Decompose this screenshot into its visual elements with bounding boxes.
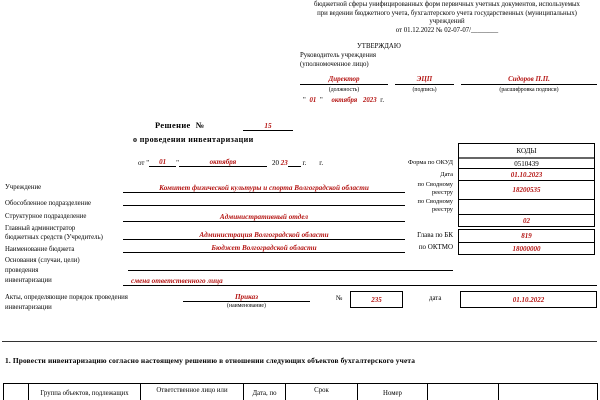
- doc-date-century: 20: [271, 159, 279, 167]
- doc-title-line2: о проведении инвентаризации: [133, 135, 254, 144]
- approve-date-day: 01: [309, 97, 317, 104]
- oktmo-label: по ОКТМО: [418, 243, 453, 251]
- registry-value-2: [459, 199, 594, 214]
- registry-value-1: 18200535: [459, 180, 594, 199]
- objects-table-header-cell: [4, 384, 29, 400]
- approve-title: УТВЕРЖДАЮ: [357, 43, 401, 50]
- codes-date-label: Дата: [440, 171, 453, 178]
- acts-date-box: [460, 291, 597, 308]
- doc-date-line: [138, 157, 323, 167]
- institution-value: Комитет физической культуры и спорта Волгоградской области: [159, 184, 369, 192]
- doc-title-line1: Решение №: [155, 121, 205, 130]
- section-divider: [2, 341, 597, 342]
- institution-field: [123, 183, 405, 193]
- approve-date-year: 2023: [363, 97, 377, 104]
- budget-field: [123, 243, 405, 253]
- name-caption: (расшифровка подписи): [499, 87, 559, 93]
- quote-mark: ": [176, 159, 179, 167]
- objects-table-header-row: [4, 384, 598, 400]
- doc-date-day: 01: [159, 158, 167, 166]
- okud-value: 0510439: [459, 157, 594, 168]
- position-value: Директор: [328, 75, 360, 83]
- acts-label-line1: Акты, определяющие порядок проведения: [5, 294, 128, 301]
- doc-date-day-field: [149, 157, 176, 167]
- extra-code-value: 02: [459, 214, 594, 226]
- codes-box: [458, 143, 595, 227]
- objects-table-header-cell: Дата, по: [244, 384, 286, 400]
- doc-date-year: 23: [280, 159, 288, 167]
- approve-date-line: [303, 97, 384, 104]
- approve-role-line1: Руководитель учреждения: [300, 52, 376, 59]
- registry-label-2: по Сводному реестру: [417, 198, 453, 213]
- name-value: Сидоров П.П.: [508, 75, 550, 83]
- grounds-field: [123, 276, 597, 286]
- chief-admin-label-line2: бюджетных средств (Учредитель): [5, 234, 103, 241]
- doc-number-field: [243, 121, 293, 131]
- acts-number-label: №: [336, 295, 343, 302]
- objects-table-header-cell: Номер: [358, 384, 428, 400]
- structural-unit-field: [123, 212, 405, 222]
- form-basis-note-line: при ведении бюджетного учета, бухгалтерского учета государственных (муниципальных): [317, 9, 577, 17]
- acts-number-value: 235: [371, 295, 382, 304]
- bk-oktmo-box: [458, 229, 595, 255]
- doc-date-blank: [288, 157, 301, 167]
- position-field: [300, 75, 388, 85]
- acts-label-line2: инвентаризации: [5, 304, 52, 311]
- chief-admin-field: [123, 230, 405, 240]
- approve-date-month: октября: [331, 97, 358, 104]
- grounds-blank-line: [128, 261, 453, 271]
- budget-label: Наименование бюджета: [5, 246, 75, 253]
- objects-table-header-cell: Группа объектов, подлежащих: [29, 384, 141, 400]
- doc-number-value: 15: [264, 122, 272, 130]
- grounds-label-line1: Основания (случаи, цели): [5, 257, 80, 264]
- acts-number-box: [350, 291, 403, 308]
- position-caption: (должность): [328, 87, 360, 93]
- bk-chapter-label: Глава по БК: [417, 231, 453, 239]
- form-basis-note-line: учреждений: [429, 18, 465, 26]
- signature-caption: (подпись): [412, 87, 437, 93]
- doc-date-month-field: [179, 157, 267, 167]
- chief-admin-value: Администрация Волгоградской области: [199, 231, 329, 239]
- quote-mark: ": [303, 97, 306, 104]
- form-basis-note-line: от 01.12.2022 № 02-07-07/________: [395, 26, 499, 34]
- acts-name-caption: (наименование): [227, 303, 266, 309]
- oktmo-value: 18000000: [459, 242, 594, 254]
- approve-date-era: г.: [380, 97, 385, 104]
- objects-table-header-cell: Срок: [286, 384, 358, 400]
- objects-table: [3, 383, 598, 400]
- signature-field: [395, 75, 454, 85]
- grounds-label-line2: проведения: [5, 267, 39, 274]
- codes-date-value: 01.10.2023: [459, 168, 594, 180]
- objects-table-header-cell: [428, 384, 499, 400]
- doc-date-prefix: от ": [138, 159, 150, 167]
- name-field: [461, 75, 597, 85]
- bk-chapter-value: 819: [521, 232, 532, 240]
- acts-date-label: дата: [429, 295, 442, 302]
- approve-role-line2: (уполномоченное лицо): [300, 61, 369, 68]
- separate-unit-field: [123, 196, 405, 206]
- acts-name-value: Приказ: [234, 293, 259, 301]
- okud-label: Форма по ОКУД: [408, 159, 453, 166]
- section1-heading: 1. Провести инвентаризацию согласно настоящему решению в отношении следующих объектов бухгалтерского учета: [5, 356, 416, 365]
- separate-unit-label: Обособленное подразделение: [5, 200, 91, 207]
- codes-header: КОДЫ: [516, 146, 537, 155]
- doc-date-era2: г.: [319, 159, 324, 167]
- objects-table-header-cell: Ответственное лицо или: [141, 384, 244, 400]
- signature-value: ЭЦП: [416, 75, 433, 83]
- grounds-value: смена ответственного лица: [131, 277, 223, 285]
- chief-admin-label-line1: Главный администратор: [5, 225, 76, 232]
- budget-value: Бюджет Волгоградской области: [211, 244, 317, 252]
- acts-date-value: 01.10.2022: [512, 295, 545, 304]
- structural-unit-value: Административный отдел: [219, 213, 309, 221]
- doc-date-era: г.: [302, 159, 307, 167]
- registry-label-1: по Сводному реестру: [417, 181, 453, 196]
- doc-date-month: октября: [209, 158, 237, 166]
- objects-table-header-cell: [499, 384, 598, 400]
- form-basis-note-line: бюджетной сферы унифицированных форм первичных учетных документов, используемых: [314, 1, 580, 8]
- structural-unit-label: Структурное подразделение: [5, 213, 87, 220]
- quote-mark: ": [319, 97, 323, 104]
- grounds-label-line3: инвентаризации: [5, 277, 52, 284]
- acts-name-field: [183, 292, 310, 302]
- institution-label: Учреждение: [5, 184, 42, 191]
- form-basis-note: [297, 1, 597, 35]
